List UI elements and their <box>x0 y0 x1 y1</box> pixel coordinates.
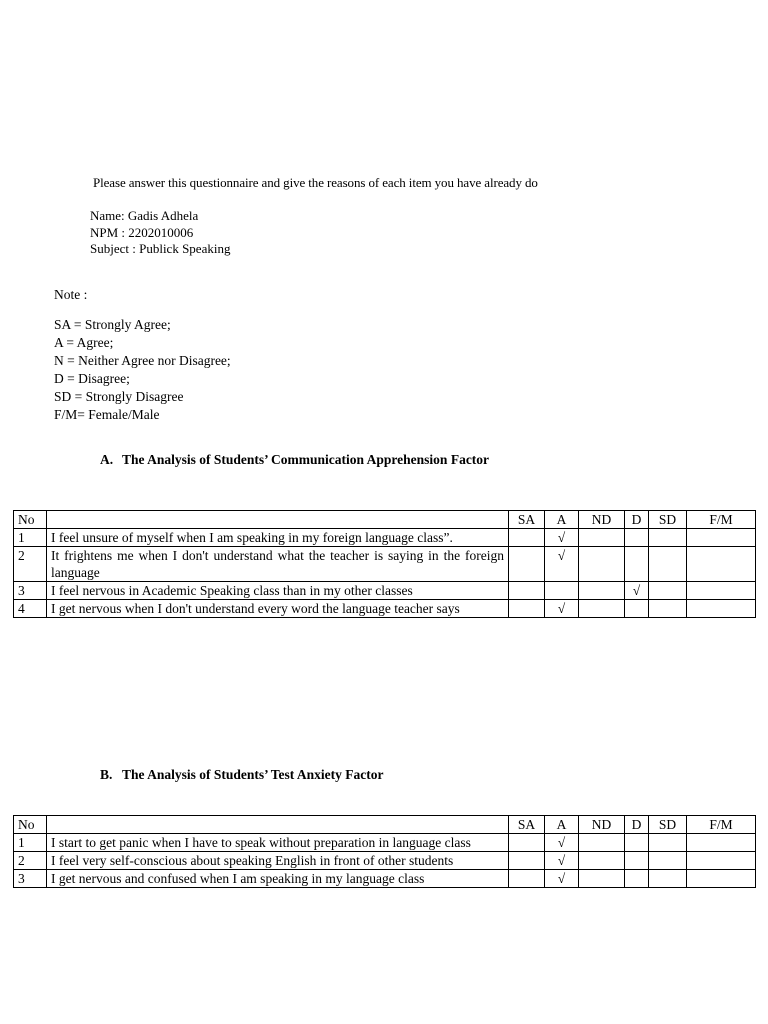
student-subject: Subject : Publick Speaking <box>90 241 231 256</box>
table-header-row <box>14 816 756 834</box>
answer-cell-fm <box>687 547 756 582</box>
note-title: Note : <box>54 287 88 302</box>
answer-cell-d <box>625 870 649 888</box>
column-header: SD <box>649 511 687 529</box>
answer-cell-d <box>625 547 649 582</box>
section-a-title <box>100 452 489 468</box>
answer-cell-a <box>545 547 579 582</box>
section-a-letter: A. <box>100 452 114 467</box>
answer-cell-sa <box>509 600 545 618</box>
item-number: 2 <box>14 547 47 582</box>
table-row <box>14 870 756 888</box>
student-info <box>90 208 230 258</box>
answer-cell-d <box>625 834 649 852</box>
answer-cell-nd <box>579 600 625 618</box>
student-npm: NPM : 2202010006 <box>90 224 194 240</box>
check-mark-icon: √ <box>557 548 566 563</box>
answer-cell-d <box>625 600 649 618</box>
answer-cell-fm <box>687 852 756 870</box>
answer-cell-fm <box>687 600 756 618</box>
scale-legend <box>54 316 231 424</box>
answer-cell-fm <box>687 870 756 888</box>
item-statement: I get nervous and confused when I am speaking in my language class <box>47 870 509 888</box>
item-statement: I get nervous when I don't understand every word the language teacher says <box>47 600 509 618</box>
section-a-heading: The Analysis of Students’ Communication Apprehension Factor <box>122 452 490 467</box>
item-statement: I feel unsure of myself when I am speaking in my foreign language class”. <box>47 529 509 547</box>
answer-cell-a <box>545 582 579 600</box>
answer-cell-a <box>545 870 579 888</box>
answer-cell-sd <box>649 852 687 870</box>
item-statement: It frightens me when I don't understand what the teacher is saying in the foreign language <box>47 547 509 582</box>
answer-cell-sa <box>509 834 545 852</box>
answer-cell-sa <box>509 547 545 582</box>
column-header: SA <box>509 816 545 834</box>
answer-cell-sd <box>649 870 687 888</box>
item-number: 2 <box>14 852 47 870</box>
answer-cell-sa <box>509 529 545 547</box>
check-mark-icon: √ <box>557 853 566 868</box>
answer-cell-sd <box>649 834 687 852</box>
check-mark-icon: √ <box>632 583 641 598</box>
check-mark-icon: √ <box>557 601 566 616</box>
legend-item-sd: SD = Strongly Disagree <box>54 389 184 404</box>
legend-item-d: D = Disagree; <box>54 371 130 386</box>
answer-cell-fm <box>687 834 756 852</box>
answer-cell-nd <box>579 547 625 582</box>
column-header: D <box>625 816 649 834</box>
check-mark-icon: √ <box>557 835 566 850</box>
answer-cell-sa <box>509 852 545 870</box>
column-header: D <box>625 511 649 529</box>
answer-cell-sd <box>649 600 687 618</box>
check-mark-icon: √ <box>557 530 566 545</box>
answer-cell-nd <box>579 852 625 870</box>
answer-cell-d <box>625 852 649 870</box>
item-number: 3 <box>14 582 47 600</box>
column-header: ND <box>579 511 625 529</box>
answer-cell-fm <box>687 582 756 600</box>
column-header: A <box>545 816 579 834</box>
table-row <box>14 529 756 547</box>
table-row <box>14 834 756 852</box>
answer-cell-sd <box>649 547 687 582</box>
section-b-title <box>100 767 384 783</box>
answer-cell-sd <box>649 582 687 600</box>
legend-item-n: N = Neither Agree nor Disagree; <box>54 353 231 368</box>
section-b-heading: The Analysis of Students’ Test Anxiety Factor <box>122 767 384 782</box>
answer-cell-a <box>545 600 579 618</box>
column-header: F/M <box>687 816 756 834</box>
section-b-table <box>13 815 756 888</box>
answer-cell-a <box>545 852 579 870</box>
column-header: F/M <box>687 511 756 529</box>
table-row <box>14 582 756 600</box>
item-statement: I start to get panic when I have to speak without preparation in language class <box>47 834 509 852</box>
answer-cell-sa <box>509 870 545 888</box>
section-a-table <box>13 510 756 618</box>
answer-cell-nd <box>579 582 625 600</box>
answer-cell-sa <box>509 582 545 600</box>
column-header: A <box>545 511 579 529</box>
table-header-row <box>14 511 756 529</box>
answer-cell-sd <box>649 529 687 547</box>
answer-cell-d <box>625 582 649 600</box>
answer-cell-fm <box>687 529 756 547</box>
item-statement: I feel nervous in Academic Speaking class than in my other classes <box>47 582 509 600</box>
section-b-letter: B. <box>100 767 113 782</box>
legend-item-sa: SA = Strongly Agree; <box>54 317 171 332</box>
legend-item-a: A = Agree; <box>54 335 114 350</box>
column-header: No <box>14 816 47 834</box>
table-row <box>14 547 756 582</box>
column-header: SD <box>649 816 687 834</box>
column-header: SA <box>509 511 545 529</box>
column-header <box>47 816 509 834</box>
answer-cell-nd <box>579 834 625 852</box>
answer-cell-a <box>545 529 579 547</box>
check-mark-icon: √ <box>557 871 566 886</box>
answer-cell-a <box>545 834 579 852</box>
item-number: 1 <box>14 834 47 852</box>
item-number: 1 <box>14 529 47 547</box>
answer-cell-nd <box>579 870 625 888</box>
questionnaire-instruction: Please answer this questionnaire and give the reasons of each item you have already do <box>93 175 538 190</box>
answer-cell-d <box>625 529 649 547</box>
column-header: ND <box>579 816 625 834</box>
answer-cell-nd <box>579 529 625 547</box>
legend-item-fm: F/M= Female/Male <box>54 407 160 422</box>
student-name: Name: Gadis Adhela <box>90 208 199 223</box>
table-row <box>14 852 756 870</box>
column-header <box>47 511 509 529</box>
item-number: 3 <box>14 870 47 888</box>
table-row <box>14 600 756 618</box>
column-header: No <box>14 511 47 529</box>
item-number: 4 <box>14 600 47 618</box>
item-statement: I feel very self-conscious about speaking English in front of other students <box>47 852 509 870</box>
